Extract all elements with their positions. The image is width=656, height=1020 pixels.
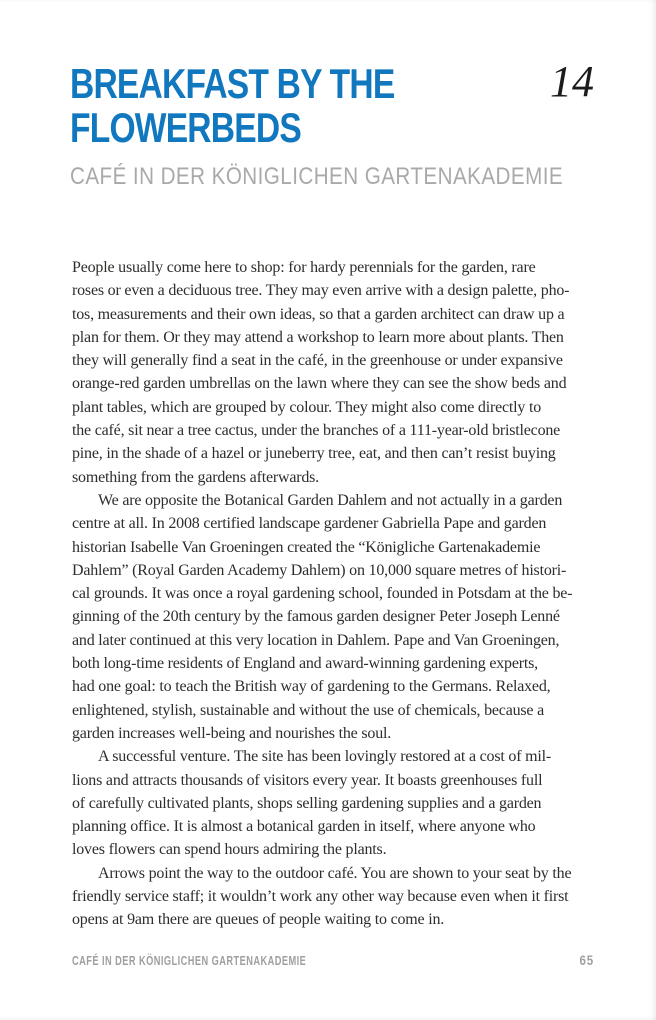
text-line: both long-time residents of England and award-winning gardening experts, (72, 655, 538, 673)
body-paragraph-1 (72, 256, 600, 489)
body-paragraph-2 (72, 489, 600, 745)
text-line: had one goal: to teach the British way of gardening to the Germans. Relaxed, (72, 678, 551, 696)
text-line: People usually come here to shop: for hardy perennials for the garden, rare (72, 259, 536, 276)
text-line: ginning of the 20th century by the famous garden designer Peter Joseph Lenné (72, 608, 560, 626)
text-line: Arrows point the way to the outdoor café. You are shown to your seat by the (98, 864, 572, 882)
text-line: enlightened, stylish, sustainable and without the use of chemicals, because a (72, 701, 545, 719)
text-line: tos, measurements and their own ideas, so that a garden architect can draw up a (72, 305, 565, 323)
text-line: loves flowers can spend hours admiring the plants. (72, 841, 387, 859)
text-line: roses or even a deciduous tree. They may even arrive with a design palette, pho- (72, 282, 570, 300)
text-line: opens at 9am there are queues of people waiting to come in. (72, 911, 445, 929)
body-paragraph-4 (72, 862, 600, 932)
body-paragraph-3 (72, 745, 600, 861)
text-line: planning office. It is almost a botanical garden in itself, where anyone who (72, 818, 536, 836)
text-line: of carefully cultivated plants, shops selling gardening supplies and a garden (72, 794, 542, 812)
footer-running-head: CAFÉ IN DER KÖNIGLICHEN GARTENAKADEMIE (72, 954, 307, 968)
text-line: We are opposite the Botanical Garden Dahlem and not actually in a garden (98, 491, 563, 509)
text-line: cal grounds. It was once a royal gardening school, founded in Potsdam at the be- (72, 585, 573, 603)
text-line: the café, sit near a tree cactus, under the branches of a 111-year-old bristlecone (72, 422, 561, 440)
text-line: pine, in the shade of a hazel or juneberry tree, eat, and then can’t resist buying (72, 445, 556, 463)
chapter-title (70, 62, 394, 150)
text-line: something from the gardens afterwards. (72, 468, 319, 486)
text-line: garden increases well-being and nourishes the soul. (72, 724, 392, 742)
footer-page-number: 65 (579, 953, 594, 968)
page-footer (72, 953, 594, 968)
chapter-subtitle: CAFÉ IN DER KÖNIGLICHEN GARTENAKADEMIE (70, 163, 564, 190)
text-line: lions and attracts thousands of visitors every year. It boasts greenhouses full (72, 771, 543, 789)
text-line: A successful venture. The site has been lovingly restored at a cost of mil- (98, 748, 552, 766)
text-line: friendly service staff; it wouldn’t work any other way because even when it first (72, 888, 569, 906)
text-line: they will generally find a seat in the café, in the greenhouse or under expansive (72, 352, 563, 370)
text-line: and later continued at this very location in Dahlem. Pape and Van Groeningen, (72, 631, 560, 649)
chapter-title-line-2: FLOWERBEDS (70, 104, 301, 151)
text-line: plant tables, which are grouped by colour. They might also come directly to (72, 398, 542, 416)
text-line: Dahlem” (Royal Garden Academy Dahlem) on 10,000 square metres of histori- (72, 561, 567, 579)
text-line: historian Isabelle Van Groeningen created the “Königliche Gartenakademie (72, 538, 541, 556)
chapter-number: 14 (550, 57, 594, 106)
body-text (72, 256, 600, 932)
text-line: plan for them. Or they may attend a workshop to learn more about plants. Then (72, 328, 564, 346)
text-line: centre at all. In 2008 certified landscape gardener Gabriella Pape and garden (72, 515, 547, 533)
chapter-title-line-1: BREAKFAST BY THE (70, 60, 395, 107)
text-line: orange-red garden umbrellas on the lawn where they can see the show beds and (72, 375, 567, 393)
